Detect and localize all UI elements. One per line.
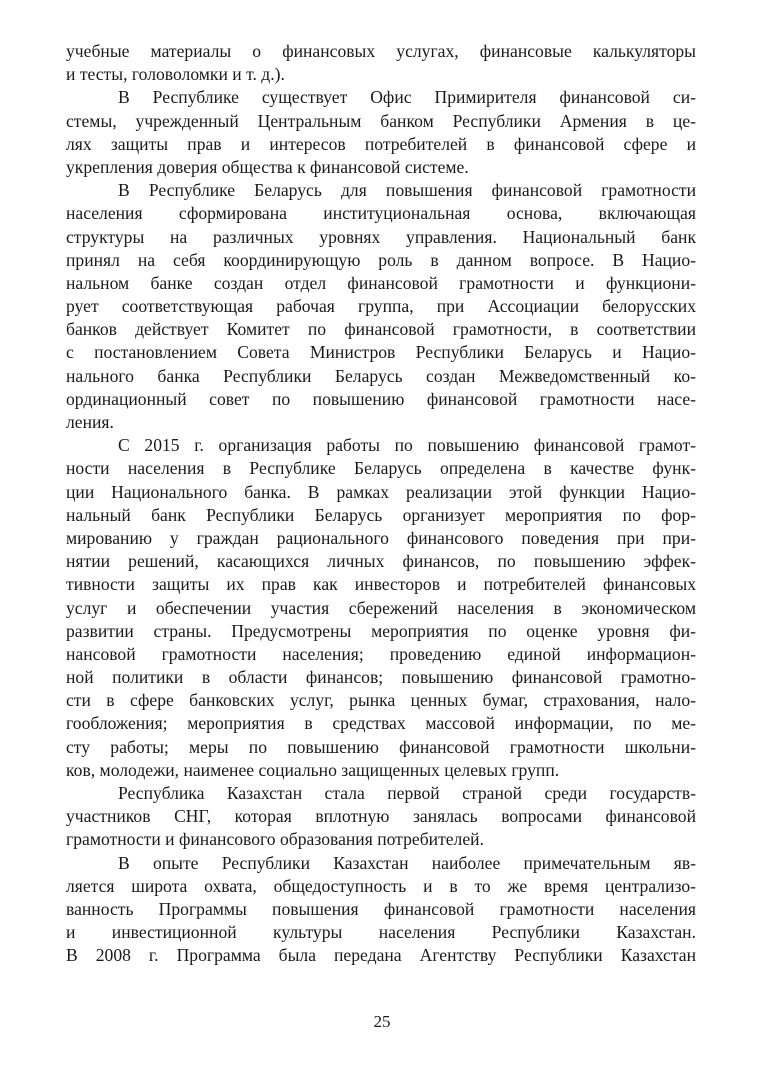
text-line: ции Национального банка. В рамках реализации этой функции Нацио- <box>66 481 696 502</box>
text-line: укрепления доверия общества к финансовой системе. <box>66 156 469 177</box>
text-line: принял на себя координирующую роль в данном вопросе. В Нацио- <box>66 249 696 270</box>
text-line: лях защиты прав и интересов потребителей в финансовой сфере и <box>66 133 696 154</box>
text-line: ординационный совет по повышению финансовой грамотности насе- <box>66 388 696 409</box>
text-line: рует соответствующая рабочая группа, при Ассоциации белорусских <box>66 296 696 317</box>
text-line: ванность Программы повышения финансовой грамотности населения <box>66 898 696 919</box>
text-line: тивности защиты их прав как инвесторов и потребителей финансовых <box>66 574 696 595</box>
text-line: сту работы; меры по повышению финансовой грамотности школьни- <box>66 736 696 757</box>
text-line: В 2008 г. Программа была передана Агентству Республики Казахстан <box>66 945 696 966</box>
text-line: нансовой грамотности населения; проведению единой информацион- <box>66 643 696 664</box>
text-line: сти в сфере банковских услуг, рынка ценных бумаг, страхования, нало- <box>66 690 696 711</box>
text-line: ляется широта охвата, общедоступность и в то же время централизо- <box>66 875 696 896</box>
paragraph-start-line: Республика Казахстан стала первой страной среди государств- <box>118 783 696 803</box>
text-line: услуг и обеспечении участия сбережений населения в экономическом <box>66 597 696 618</box>
paragraph-start-line: В опыте Республики Казахстан наиболее примечательным яв- <box>118 852 696 873</box>
text-line: гообложения; мероприятия в средствах массовой информации, по ме- <box>66 713 696 734</box>
text-line: и тесты, головоломки и т. д.). <box>66 64 285 85</box>
text-line: участников СНГ, которая вплотную занялась вопросами финансовой <box>66 806 696 827</box>
text-line: грамотности и финансового образования потребителей. <box>66 829 484 850</box>
text-line: нальный банк Республики Беларусь организует мероприятия по фор- <box>66 504 696 525</box>
paragraph-start-line: В Республике Беларусь для повышения финансовой грамотности <box>118 180 696 201</box>
text-line: с постановлением Совета Министров Республики Беларусь и Нацио- <box>66 342 696 363</box>
page-number: 25 <box>373 1012 391 1031</box>
text-line: мированию у граждан рационального финансового поведения при при- <box>66 527 696 548</box>
text-line: ления. <box>66 412 114 432</box>
text-line: банков действует Комитет по финансовой грамотности, в соответствии <box>66 319 696 340</box>
text-line: ности населения в Республике Беларусь определена в качестве функ- <box>66 458 696 479</box>
text-line: учебные материалы о финансовых услугах, финансовые калькуляторы <box>66 41 696 61</box>
body-text <box>66 40 696 968</box>
text-line: нальном банке создан отдел финансовой грамотности и функциони- <box>66 272 696 293</box>
text-line: развитии страны. Предусмотрены мероприятия по оценке уровня фи- <box>66 620 696 641</box>
text-line: стемы, учрежденный Центральным банком Республики Армения в це- <box>66 110 696 131</box>
paragraph-start-line: С 2015 г. организация работы по повышению финансовой грамот- <box>118 435 696 456</box>
text-line: ков, молодежи, наименее социально защищенных целевых групп. <box>66 759 560 780</box>
text-line: нятии решений, касающихся личных финансов, по повышению эффек- <box>66 551 696 572</box>
paragraph-start-line: В Республике существует Офис Примирителя финансовой си- <box>118 87 696 108</box>
text-line: нального банка Республики Беларусь создан Межведомственный ко- <box>66 365 696 386</box>
text-line: и инвестиционной культуры населения Республики Казахстан. <box>66 922 696 943</box>
text-line: населения сформирована институциональная основа, включающая <box>66 203 696 224</box>
text-line: структуры на различных уровнях управления. Национальный банк <box>66 226 696 247</box>
text-line: ной политики в области финансов; повышению финансовой грамотно- <box>66 667 696 688</box>
